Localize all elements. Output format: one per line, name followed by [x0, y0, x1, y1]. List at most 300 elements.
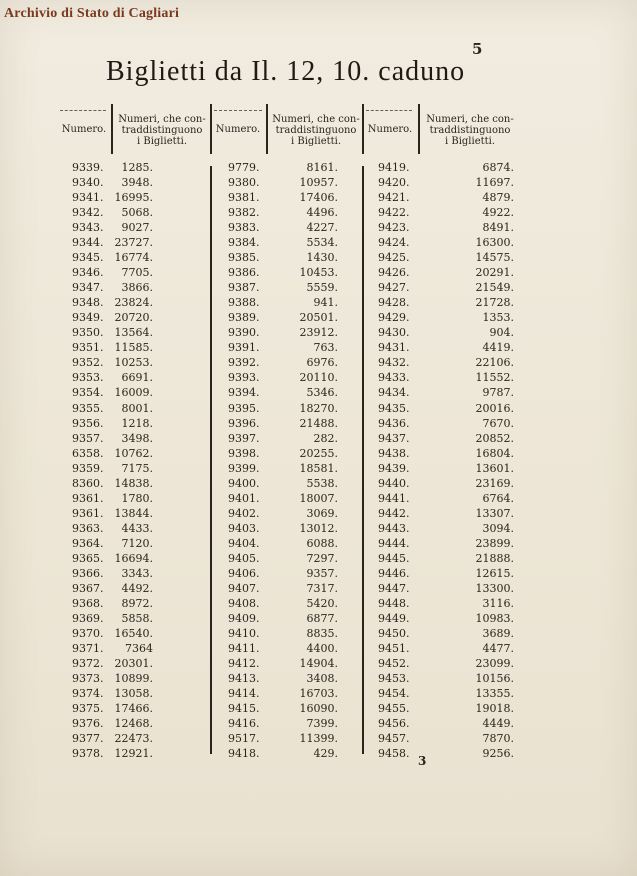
cell-biglietto-1: 3866. — [121, 281, 153, 295]
cell-biglietto-2: 5346. — [306, 386, 338, 400]
cell-biglietto-3: 12615. — [475, 566, 514, 580]
cell-biglietto-2: 21488. — [299, 416, 338, 430]
table-row — [56, 190, 526, 205]
table-row — [56, 235, 526, 250]
cell-biglietto-3: 23099. — [475, 657, 514, 671]
cell-biglietto-2: 429. — [313, 747, 338, 761]
cell-biglietto-2: 18270. — [299, 401, 338, 415]
cell-numero-3: 9419. — [378, 161, 410, 174]
cell-biglietto-1: 3498. — [121, 431, 153, 445]
header-desc-2 — [268, 114, 364, 147]
cell-numero-2: 9408. — [228, 596, 260, 610]
cell-numero-3: 9455. — [378, 702, 410, 716]
cell-biglietto-2: 20255. — [299, 446, 338, 460]
cell-numero-3: 9423. — [378, 221, 410, 235]
cell-numero-1: 9346. — [72, 266, 104, 280]
table-row — [56, 401, 526, 416]
cell-biglietto-2: 3069. — [306, 506, 338, 520]
cell-biglietto-1: 20301. — [114, 657, 153, 671]
table-row — [56, 175, 526, 190]
cell-biglietto-3: 7670. — [482, 416, 514, 430]
cell-numero-3: 9431. — [378, 341, 410, 355]
cell-numero-2: 9414. — [228, 687, 260, 701]
cell-numero-3: 9435. — [378, 401, 410, 415]
table-header — [56, 104, 526, 154]
cell-numero-1: 9368. — [72, 596, 104, 610]
cell-biglietto-3: 13355. — [475, 687, 514, 701]
cell-biglietto-3: 6874. — [482, 161, 514, 174]
cell-numero-2: 9412. — [228, 657, 260, 671]
cell-biglietto-3: 13307. — [475, 506, 514, 520]
cell-biglietto-1: 10899. — [114, 672, 153, 686]
cell-numero-2: 9416. — [228, 717, 260, 731]
cell-biglietto-1: 6691. — [121, 371, 153, 385]
cell-biglietto-2: 4227. — [306, 221, 338, 235]
cell-biglietto-1: 5068. — [121, 206, 153, 220]
cell-biglietto-3: 20291. — [475, 266, 514, 280]
cell-biglietto-1: 16995. — [114, 191, 153, 205]
cell-numero-1: 9354. — [72, 386, 104, 400]
cell-biglietto-1: 1218. — [121, 416, 153, 430]
cell-biglietto-1: 7120. — [121, 536, 153, 550]
cell-biglietto-1: 16009. — [114, 386, 153, 400]
cell-numero-2: 9398. — [228, 446, 260, 460]
cell-biglietto-3: 14575. — [475, 251, 514, 265]
cell-numero-3: 9425. — [378, 251, 410, 265]
cell-numero-2: 9396. — [228, 416, 260, 430]
cell-biglietto-2: 20110. — [299, 371, 338, 385]
page-title: Biglietti da Il. 12, 10. caduno — [106, 56, 466, 87]
cell-biglietto-1: 7364 — [125, 642, 153, 655]
cell-biglietto-3: 16300. — [475, 236, 514, 250]
cell-biglietto-1: 13058. — [114, 687, 153, 701]
cell-numero-2: 9405. — [228, 551, 260, 565]
cell-numero-1: 9351. — [72, 341, 104, 355]
cell-biglietto-1: 22473. — [114, 732, 153, 746]
cell-numero-3: 9450. — [378, 626, 410, 640]
cell-numero-1: 9373. — [72, 672, 104, 686]
cell-numero-1: 9363. — [72, 521, 104, 535]
cell-numero-2: 9384. — [228, 236, 260, 250]
cell-biglietto-2: 7399. — [306, 717, 338, 731]
table-row — [56, 731, 526, 746]
cell-biglietto-2: 3408. — [306, 672, 338, 686]
cell-numero-2: 9383. — [228, 221, 260, 235]
cell-biglietto-2: 7317. — [306, 581, 338, 595]
page-number-bottom: 3 — [418, 754, 427, 768]
table-row — [56, 280, 526, 295]
cell-biglietto-1: 17466. — [114, 702, 153, 716]
header-desc-3-line2: traddistinguono — [429, 125, 511, 136]
cell-biglietto-2: 5559. — [306, 281, 338, 295]
cell-numero-3: 9434. — [378, 386, 410, 400]
cell-biglietto-1: 7175. — [121, 461, 153, 475]
header-dash-2 — [214, 110, 262, 111]
cell-biglietto-3: 11697. — [475, 176, 514, 190]
cell-biglietto-2: 5538. — [306, 476, 338, 490]
table-row — [56, 295, 526, 310]
cell-biglietto-2: 14904. — [299, 657, 338, 671]
cell-numero-2: 9392. — [228, 356, 260, 370]
table-row — [56, 506, 526, 521]
cell-biglietto-3: 21888. — [475, 551, 514, 565]
cell-numero-3: 9440. — [378, 476, 410, 490]
cell-numero-2: 9390. — [228, 326, 260, 340]
cell-numero-3: 9449. — [378, 611, 410, 625]
cell-numero-2: 9402. — [228, 506, 260, 520]
table-row — [56, 551, 526, 566]
header-numero-2: Numero. — [215, 124, 261, 135]
cell-biglietto-3: 3689. — [482, 626, 514, 640]
cell-biglietto-1: 4433. — [121, 521, 153, 535]
cell-biglietto-1: 20720. — [114, 311, 153, 325]
cell-biglietto-3: 11552. — [475, 371, 514, 385]
cell-numero-1: 9359. — [72, 461, 104, 475]
cell-numero-2: 9418. — [228, 747, 260, 761]
cell-biglietto-3: 9787. — [482, 386, 514, 400]
header-desc-1 — [112, 114, 212, 147]
cell-biglietto-3: 4449. — [482, 717, 514, 731]
table-row — [56, 310, 526, 325]
cell-numero-2: 9394. — [228, 386, 260, 400]
table-row — [56, 416, 526, 431]
cell-biglietto-2: 7297. — [306, 551, 338, 565]
cell-biglietto-3: 23899. — [475, 536, 514, 550]
cell-biglietto-3: 4922. — [482, 206, 514, 220]
cell-biglietto-2: 5420. — [306, 596, 338, 610]
cell-numero-3: 9429. — [378, 311, 410, 325]
cell-numero-1: 9353. — [72, 371, 104, 385]
table-row — [56, 355, 526, 370]
cell-biglietto-3: 6764. — [482, 491, 514, 505]
cell-biglietto-3: 19018. — [475, 702, 514, 716]
cell-biglietto-3: 8491. — [482, 221, 514, 235]
cell-biglietto-1: 13844. — [114, 506, 153, 520]
cell-numero-1: 9375. — [72, 702, 104, 716]
table-row — [56, 626, 526, 641]
cell-biglietto-3: 4879. — [482, 191, 514, 205]
cell-biglietto-1: 8972. — [121, 596, 153, 610]
table-row — [56, 160, 526, 175]
cell-biglietto-2: 6877. — [306, 611, 338, 625]
cell-numero-3: 9458. — [378, 747, 410, 761]
cell-biglietto-3: 20016. — [475, 401, 514, 415]
cell-numero-1: 9339. — [72, 161, 104, 174]
cell-numero-3: 9447. — [378, 581, 410, 595]
cell-biglietto-2: 1430. — [306, 251, 338, 265]
cell-biglietto-2: 10957. — [299, 176, 338, 190]
table-row — [56, 461, 526, 476]
cell-numero-1: 9361. — [72, 506, 104, 520]
table-row — [56, 746, 526, 761]
table-row — [56, 250, 526, 265]
table-row — [56, 611, 526, 626]
cell-numero-2: 9415. — [228, 702, 260, 716]
table-row — [56, 205, 526, 220]
cell-numero-3: 9422. — [378, 206, 410, 220]
cell-numero-3: 9454. — [378, 687, 410, 701]
cell-biglietto-2: 16090. — [299, 702, 338, 716]
cell-numero-1: 9340. — [72, 176, 104, 190]
cell-biglietto-1: 5858. — [121, 611, 153, 625]
cell-biglietto-3: 13601. — [475, 461, 514, 475]
cell-numero-1: 9376. — [72, 717, 104, 731]
cell-numero-1: 9364. — [72, 536, 104, 550]
table-row — [56, 686, 526, 701]
cell-numero-1: 9348. — [72, 296, 104, 310]
table-row — [56, 716, 526, 731]
cell-numero-3: 9451. — [378, 642, 410, 655]
cell-numero-3: 9457. — [378, 732, 410, 746]
cell-numero-3: 9452. — [378, 657, 410, 671]
cell-numero-3: 9441. — [378, 491, 410, 505]
cell-numero-1: 9367. — [72, 581, 104, 595]
cell-numero-3: 9424. — [378, 236, 410, 250]
header-desc-3-line1: Numeri, che con- — [426, 114, 514, 125]
cell-numero-3: 9426. — [378, 266, 410, 280]
cell-biglietto-2: 941. — [313, 296, 338, 310]
cell-biglietto-1: 23824. — [114, 296, 153, 310]
cell-biglietto-3: 23169. — [475, 476, 514, 490]
cell-numero-1: 9347. — [72, 281, 104, 295]
cell-biglietto-3: 9256. — [482, 747, 514, 761]
cell-biglietto-1: 16774. — [114, 251, 153, 265]
cell-numero-2: 9407. — [228, 581, 260, 595]
cell-numero-3: 9443. — [378, 521, 410, 535]
table-row — [56, 536, 526, 551]
table-row — [56, 340, 526, 355]
table-row — [56, 431, 526, 446]
cell-biglietto-1: 12468. — [114, 717, 153, 731]
header-numero-1: Numero. — [61, 124, 107, 135]
cell-biglietto-3: 10983. — [475, 611, 514, 625]
cell-biglietto-3: 904. — [489, 326, 514, 340]
table-row — [56, 491, 526, 506]
cell-numero-1: 9370. — [72, 626, 104, 640]
cell-biglietto-1: 8001. — [121, 401, 153, 415]
cell-numero-1: 9342. — [72, 206, 104, 220]
cell-numero-3: 9427. — [378, 281, 410, 295]
cell-biglietto-1: 13564. — [114, 326, 153, 340]
cell-numero-1: 9344. — [72, 236, 104, 250]
cell-biglietto-2: 18007. — [299, 491, 338, 505]
cell-biglietto-2: 20501. — [299, 311, 338, 325]
cell-numero-2: 9400. — [228, 476, 260, 490]
cell-numero-1: 9355. — [72, 401, 104, 415]
cell-numero-1: 9365. — [72, 551, 104, 565]
cell-numero-1: 9350. — [72, 326, 104, 340]
cell-numero-2: 9387. — [228, 281, 260, 295]
cell-numero-2: 9388. — [228, 296, 260, 310]
cell-numero-1: 8360. — [72, 476, 104, 490]
cell-biglietto-2: 18581. — [299, 461, 338, 475]
table-row — [56, 566, 526, 581]
cell-biglietto-1: 12921. — [114, 747, 153, 761]
cell-numero-2: 9409. — [228, 611, 260, 625]
cell-biglietto-2: 763. — [313, 341, 338, 355]
cell-biglietto-1: 11585. — [114, 341, 153, 355]
archive-watermark-label: Archivio di Stato di Cagliari — [4, 6, 180, 21]
table-row — [56, 220, 526, 235]
cell-numero-3: 9436. — [378, 416, 410, 430]
cell-numero-2: 9401. — [228, 491, 260, 505]
cell-numero-2: 9393. — [228, 371, 260, 385]
cell-biglietto-2: 4400. — [306, 642, 338, 655]
cell-biglietto-1: 3343. — [121, 566, 153, 580]
table-row — [56, 325, 526, 340]
header-desc-3 — [420, 114, 520, 147]
table-row — [56, 656, 526, 671]
cell-numero-2: 9406. — [228, 566, 260, 580]
cell-numero-3: 9442. — [378, 506, 410, 520]
cell-biglietto-3: 20852. — [475, 431, 514, 445]
header-desc-2-line2: traddistinguono — [275, 125, 357, 136]
cell-numero-1: 9345. — [72, 251, 104, 265]
header-desc-2-line1: Numeri, che con- — [272, 114, 360, 125]
cell-biglietto-3: 4419. — [482, 341, 514, 355]
cell-numero-3: 9439. — [378, 461, 410, 475]
cell-biglietto-2: 6088. — [306, 536, 338, 550]
cell-numero-1: 9357. — [72, 431, 104, 445]
cell-numero-3: 9456. — [378, 717, 410, 731]
cell-biglietto-1: 10762. — [114, 446, 153, 460]
cell-biglietto-2: 282. — [313, 431, 338, 445]
cell-numero-3: 9438. — [378, 446, 410, 460]
cell-numero-1: 9352. — [72, 356, 104, 370]
table-row — [56, 265, 526, 280]
cell-biglietto-2: 4496. — [306, 206, 338, 220]
cell-biglietto-3: 4477. — [482, 642, 514, 655]
cell-biglietto-3: 3094. — [482, 521, 514, 535]
cell-biglietto-1: 10253. — [114, 356, 153, 370]
header-desc-1-line2: traddistinguono — [121, 125, 203, 136]
cell-numero-2: 9410. — [228, 626, 260, 640]
cell-biglietto-2: 6976. — [306, 356, 338, 370]
table-row — [56, 370, 526, 385]
cell-numero-2: 9385. — [228, 251, 260, 265]
cell-biglietto-3: 22106. — [475, 356, 514, 370]
cell-numero-1: 9377. — [72, 732, 104, 746]
header-dash-3 — [366, 110, 412, 111]
cell-biglietto-3: 1353. — [482, 311, 514, 325]
cell-biglietto-2: 13012. — [299, 521, 338, 535]
table-row — [56, 385, 526, 400]
cell-numero-1: 9378. — [72, 747, 104, 761]
cell-numero-3: 9445. — [378, 551, 410, 565]
table-row — [56, 701, 526, 716]
cell-numero-3: 9421. — [378, 191, 410, 205]
cell-biglietto-1: 4492. — [121, 581, 153, 595]
cell-biglietto-3: 21728. — [475, 296, 514, 310]
cell-numero-3: 9437. — [378, 431, 410, 445]
cell-biglietto-2: 9357. — [306, 566, 338, 580]
cell-numero-1: 9361. — [72, 491, 104, 505]
header-numero-3: Numero. — [367, 124, 413, 135]
cell-biglietto-3: 13300. — [475, 581, 514, 595]
cell-biglietto-3: 16804. — [475, 446, 514, 460]
cell-biglietto-1: 1285. — [121, 161, 153, 174]
cell-biglietto-1: 1780. — [121, 491, 153, 505]
cell-numero-2: 9403. — [228, 521, 260, 535]
cell-biglietto-1: 3948. — [121, 176, 153, 190]
table-row — [56, 476, 526, 491]
cell-numero-2: 9382. — [228, 206, 260, 220]
cell-biglietto-2: 17406. — [299, 191, 338, 205]
table-row — [56, 596, 526, 611]
cell-biglietto-3: 7870. — [482, 732, 514, 746]
cell-numero-3: 9448. — [378, 596, 410, 610]
cell-numero-2: 9395. — [228, 401, 260, 415]
cell-biglietto-3: 10156. — [475, 672, 514, 686]
cell-numero-1: 9343. — [72, 221, 104, 235]
cell-numero-3: 9420. — [378, 176, 410, 190]
cell-numero-3: 9453. — [378, 672, 410, 686]
cell-numero-2: 9381. — [228, 191, 260, 205]
cell-numero-1: 9356. — [72, 416, 104, 430]
cell-biglietto-2: 11399. — [299, 732, 338, 746]
cell-biglietto-1: 7705. — [121, 266, 153, 280]
header-desc-1-line1: Numeri, che con- — [118, 114, 206, 125]
cell-numero-3: 9446. — [378, 566, 410, 580]
cell-numero-3: 9428. — [378, 296, 410, 310]
cell-numero-1: 9369. — [72, 611, 104, 625]
cell-numero-1: 9366. — [72, 566, 104, 580]
cell-numero-2: 9386. — [228, 266, 260, 280]
cell-biglietto-1: 23727. — [114, 236, 153, 250]
cell-numero-3: 9444. — [378, 536, 410, 550]
cell-numero-2: 9380. — [228, 176, 260, 190]
cell-biglietto-2: 23912. — [299, 326, 338, 340]
cell-numero-2: 9404. — [228, 536, 260, 550]
cell-biglietto-2: 10453. — [299, 266, 338, 280]
cell-numero-2: 9411. — [228, 642, 260, 655]
cell-biglietto-1: 16694. — [114, 551, 153, 565]
cell-biglietto-2: 8835. — [306, 626, 338, 640]
cell-numero-2: 9517. — [228, 732, 260, 746]
header-dash-1 — [60, 110, 106, 111]
cell-numero-1: 9372. — [72, 657, 104, 671]
cell-biglietto-2: 8161. — [306, 161, 338, 174]
table-row — [56, 446, 526, 461]
cell-numero-1: 9341. — [72, 191, 104, 205]
page-number-top: 5 — [472, 40, 483, 58]
cell-numero-2: 9389. — [228, 311, 260, 325]
table-row — [56, 581, 526, 596]
header-desc-1-line3: i Biglietti. — [136, 136, 188, 147]
cell-biglietto-2: 5534. — [306, 236, 338, 250]
cell-numero-3: 9433. — [378, 371, 410, 385]
cell-numero-3: 9430. — [378, 326, 410, 340]
cell-biglietto-3: 21549. — [475, 281, 514, 295]
table-row — [56, 641, 526, 656]
cell-numero-2: 9399. — [228, 461, 260, 475]
cell-numero-1: 6358. — [72, 446, 104, 460]
cell-numero-3: 9432. — [378, 356, 410, 370]
table-row — [56, 671, 526, 686]
table-row — [56, 521, 526, 536]
cell-numero-2: 9413. — [228, 672, 260, 686]
cell-biglietto-1: 14838. — [114, 476, 153, 490]
cell-numero-2: 9397. — [228, 431, 260, 445]
cell-biglietto-3: 3116. — [482, 596, 514, 610]
header-desc-3-line3: i Biglietti. — [444, 136, 496, 147]
ticket-table — [56, 160, 526, 761]
cell-biglietto-1: 16540. — [114, 626, 153, 640]
cell-numero-1: 9371. — [72, 642, 104, 655]
cell-numero-2: 9779. — [228, 161, 260, 174]
cell-biglietto-2: 16703. — [299, 687, 338, 701]
cell-biglietto-1: 9027. — [121, 221, 153, 235]
